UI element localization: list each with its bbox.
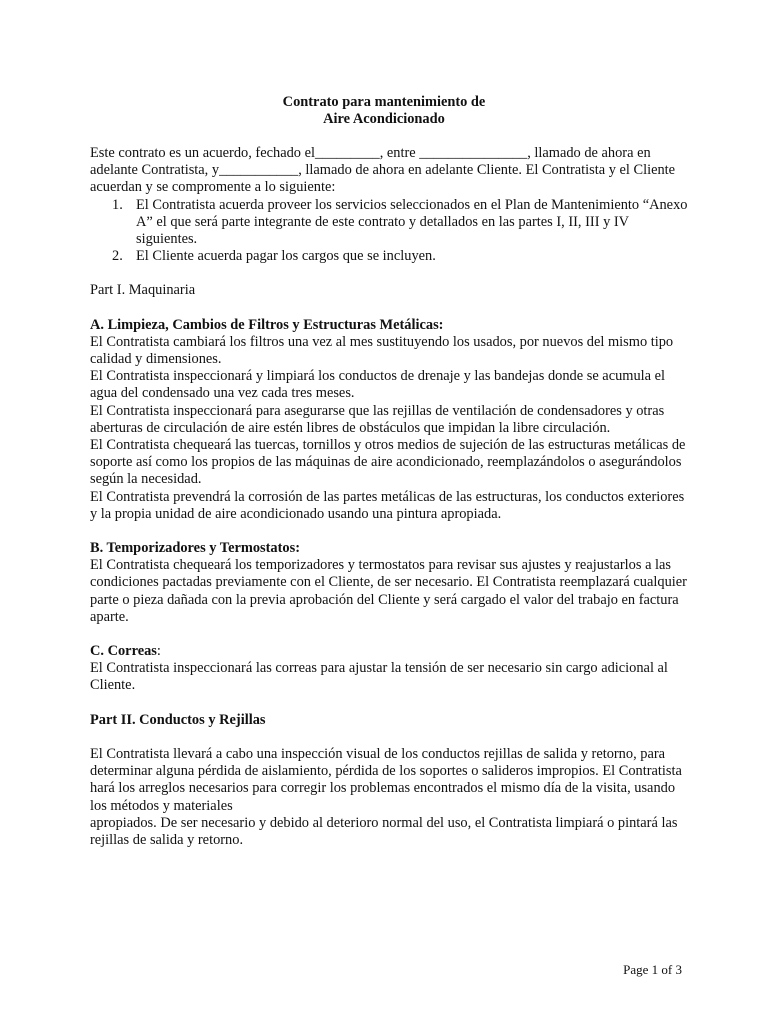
agreement-list [90, 197, 690, 266]
part2-paragraph: apropiados. De ser necesario y debido al deterioro normal del uso, el Contratista limpiará o pintará las rejillas de salida y retorno. [90, 814, 678, 848]
page-number: Page 1 of 3 [623, 962, 682, 977]
section-b-heading: B. Temporizadores y Termostatos: [90, 540, 300, 557]
section-b-paragraph: El Contratista chequeará los temporizadores y termostatos para revisar sus ajustes y reajustarlos a las condiciones pactadas previamente con el Cliente, de ser necesario. El Contratista reemplazará cualquier parte o pieza dañada con la previa aprobación del Cliente y será cargado el valor del trabajo en factura aparte. [90, 557, 687, 625]
spacer [90, 626, 690, 643]
part1-heading: Part I. Maquinaria [90, 282, 196, 299]
spacer [90, 265, 690, 282]
spacer [90, 729, 690, 746]
list-item-text: El Contratista acuerda proveer los servicios seleccionados en el Plan de Mantenimiento “Anexo A” el que será parte integrante de este contrato y detallados en las partes I, II, III y IV siguientes. [136, 196, 688, 248]
section-c-heading-line [90, 643, 690, 660]
section-a-paragraph: El Contratista inspeccionará y limpiará los conductos de drenaje y las bandejas donde se acumula el agua del condensado una vez cada tres meses. [90, 368, 666, 402]
section-c-paragraph: El Contratista inspeccionará las correas para ajustar la tensión de ser necesario sin cargo adicional al Cliente. [90, 660, 668, 694]
spacer [90, 300, 690, 317]
list-item-number: 1. [112, 196, 123, 213]
part2-heading: Part II. Conductos y Rejillas [90, 711, 266, 728]
section-c-heading-colon: : [156, 643, 161, 660]
document-title [0, 94, 768, 128]
intro-paragraph: Este contrato es un acuerdo, fechado el_________, entre _______________, llamado de ahora en adelante Contratista, y___________, llamado de ahora en adelante Cliente. El Contratista y el Cliente acuerdan y se compromente a lo siguiente: [90, 145, 676, 196]
spacer [90, 695, 690, 712]
section-c-heading: C. Correas [90, 643, 157, 660]
section-a-heading: A. Limpieza, Cambios de Filtros y Estructuras Metálicas: [90, 316, 444, 333]
list-item-text: El Cliente acuerda pagar los cargos que se incluyen. [136, 248, 436, 265]
section-a-paragraph: El Contratista inspeccionará para asegurarse que las rejillas de ventilación de condensadores y otras aberturas de circulación de aire estén libres de obstáculos que impidan la libre circulación. [90, 402, 665, 436]
title-line-1: Contrato para mantenimiento de [282, 94, 486, 110]
spacer [90, 523, 690, 540]
list-item [90, 248, 690, 265]
list-item-number: 2. [112, 248, 123, 265]
document-body [90, 145, 690, 849]
part2-paragraph: El Contratista llevará a cabo una inspección visual de los conductos rejillas de salida y retorno, para determinar alguna pérdida de aislamiento, pérdida de los soportes o salideros impropios. El Contratista hará los arreglos necesarios para corregir los problemas encontrados el mismo día de la visita, usando los métodos y materiales [90, 745, 682, 814]
list-item [90, 197, 690, 249]
section-a-paragraph: El Contratista prevendrá la corrosión de las partes metálicas de las estructuras, los conductos exteriores y la propia unidad de aire acondicionado usando una pintura apropiada. [90, 488, 685, 522]
title-line-2: Aire Acondicionado [323, 111, 445, 127]
section-a-paragraph: El Contratista chequeará las tuercas, tornillos y otros medios de sujeción de las estructuras metálicas de soporte así como los propios de las máquinas de aire acondicionado, reemplazándolos o asegurándolos según la necesidad. [90, 437, 686, 488]
section-a-paragraph: El Contratista cambiará los filtros una vez al mes sustituyendo los usados, por nuevos del mismo tipo calidad y dimensiones. [90, 333, 674, 368]
